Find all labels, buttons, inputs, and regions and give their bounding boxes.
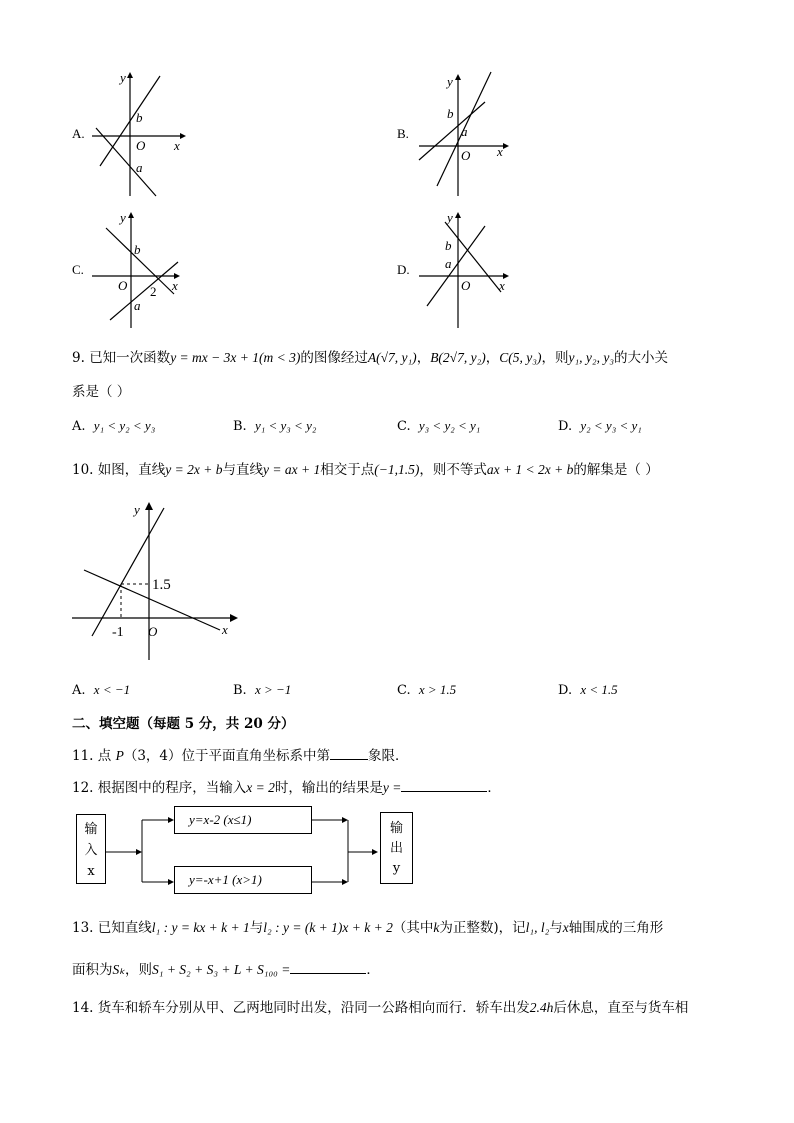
q9-point-c: C(5, y₃) xyxy=(499,350,542,365)
q10-text: 与直线 xyxy=(222,462,263,478)
q13-stem-line2 xyxy=(72,958,380,978)
flow-output-char: y xyxy=(392,861,401,876)
q11-text: 点 xyxy=(97,748,116,764)
q12-stem xyxy=(72,776,501,796)
choice-expr: y₂ < y₃ < y₁ xyxy=(580,418,642,433)
q9-point-a: A(√7, y₁) xyxy=(367,350,417,365)
choice-letter: B. xyxy=(233,419,247,434)
flow-bottom-box: y=-x+1 (x>1) xyxy=(174,866,312,894)
section-heading: 二、填空题（每题 5 分，共 20 分） xyxy=(72,716,295,732)
q12-text: 时，输出的结果是 xyxy=(274,780,383,796)
q12-output-label: y = xyxy=(382,780,402,795)
choice-expr: y₁ < y₃ < y₂ xyxy=(254,418,317,433)
origin-label: O xyxy=(118,278,128,293)
choice-letter: B. xyxy=(233,683,247,698)
option-d-letter: D. xyxy=(397,262,410,277)
axis-x-label: x xyxy=(497,144,503,159)
q9-stem-line2: 系是（ ） xyxy=(72,384,131,400)
q12-text: ． xyxy=(487,780,501,796)
q9-number: 9. xyxy=(72,350,85,366)
b-label: b xyxy=(447,106,454,121)
origin-label: O xyxy=(148,624,158,639)
q9-vars: y₁, y₂, y₃ xyxy=(568,350,615,365)
axis-y-label: y xyxy=(120,210,126,225)
q13-line-1: l₁ : y = kx + k + 1 xyxy=(151,920,250,935)
axis-y-label: y xyxy=(447,210,453,225)
q14-text: 货车和轿车分别从甲、乙两地同时出发，沿同一公路相向而行．轿车出发 xyxy=(97,1000,530,1016)
q12-text: 根据图中的程序，当输入 xyxy=(97,780,247,796)
q10-choice-b[interactable] xyxy=(233,682,291,698)
choice-expr: y₃ < y₂ < y₁ xyxy=(418,418,481,433)
axis-x-label: x xyxy=(172,278,178,293)
flow-input-char: 输 xyxy=(84,822,98,837)
flow-input-box xyxy=(76,814,106,884)
q10-text: ，则不等式 xyxy=(419,462,487,478)
q14-text: 后休息，直至与货车相 xyxy=(553,1000,689,1016)
value-neg1-label: -1 xyxy=(112,625,124,640)
choice-expr: x < 1.5 xyxy=(580,682,618,697)
flow-output-box xyxy=(380,812,413,884)
q13-number: 13. xyxy=(72,920,94,936)
q10-text: 的解集是（ ） xyxy=(573,462,659,478)
q10-figure xyxy=(72,498,242,668)
q12-number: 12. xyxy=(72,780,94,796)
option-c-letter: C. xyxy=(72,262,84,277)
choice-letter: A. xyxy=(72,419,86,434)
q9-point-b: B(2√7, y₂) xyxy=(430,350,486,365)
q9-text: 的图像经过 xyxy=(300,350,368,366)
axis-x-label: x xyxy=(499,278,505,293)
a-label: a xyxy=(134,298,141,313)
option-d-graph xyxy=(415,206,525,331)
axis-y-label: y xyxy=(134,502,140,517)
flow-input-char: 入 xyxy=(84,843,98,858)
choice-letter: D. xyxy=(558,419,573,434)
q11-stem xyxy=(72,744,409,764)
b-label: b xyxy=(445,238,452,253)
a-label: a xyxy=(136,160,143,175)
q9-text: 的大小关 xyxy=(614,350,669,366)
q10-text: 相交于点 xyxy=(320,462,375,478)
choice-letter: C. xyxy=(397,419,411,434)
q11-number: 11. xyxy=(72,748,94,764)
choice-letter: D. xyxy=(558,683,573,698)
q10-text: 如图，直线 xyxy=(97,462,166,478)
q13-text: 为正整数)，记 xyxy=(439,920,526,936)
a-label: a xyxy=(461,124,468,139)
q10-line-1: y = 2x + b xyxy=(165,462,223,477)
q9-text: 已知一次函数 xyxy=(89,350,171,366)
axis-x-label: x xyxy=(174,138,180,153)
axis-y-label: y xyxy=(120,70,126,85)
q11-point: P xyxy=(115,748,124,763)
flow-output-char: 出 xyxy=(389,841,403,856)
option-c-graph xyxy=(88,208,198,333)
origin-label: O xyxy=(461,278,471,293)
option-a-letter: A. xyxy=(72,126,85,141)
choice-expr: x > −1 xyxy=(254,682,292,697)
q9-text: ，则 xyxy=(541,350,569,366)
option-a-graph xyxy=(88,68,198,203)
b-label: b xyxy=(134,242,141,257)
choice-letter: A. xyxy=(72,683,86,698)
q13-text: （其中 xyxy=(392,920,434,936)
q13-text: 与 xyxy=(249,920,264,936)
q13-answer-blank[interactable] xyxy=(290,972,366,974)
q12-answer-blank[interactable] xyxy=(401,790,487,792)
q11-answer-blank[interactable] xyxy=(330,758,368,760)
b-label: b xyxy=(136,110,143,125)
q13-text: ，则 xyxy=(125,962,152,978)
two-label: 2 xyxy=(150,284,157,299)
q13-sk: Sₖ xyxy=(112,962,125,977)
q14-number: 14. xyxy=(72,1000,94,1016)
q13-text: ． xyxy=(366,962,380,978)
q10-inequality: ax + 1 < 2x + b xyxy=(486,462,574,477)
q9-choice-b[interactable] xyxy=(233,418,316,434)
a-label: a xyxy=(445,256,452,271)
q14-stem xyxy=(72,996,688,1016)
option-b-graph xyxy=(415,68,525,203)
q13-text: 面积为 xyxy=(72,962,113,978)
origin-label: O xyxy=(461,148,471,163)
origin-label: O xyxy=(136,138,146,153)
q13-text: 已知直线 xyxy=(97,920,152,936)
q12-input-value: x = 2 xyxy=(246,780,275,795)
axis-y-label: y xyxy=(447,74,453,89)
axis-x-label: x xyxy=(222,622,228,637)
choice-letter: C. xyxy=(397,683,411,698)
q10-choice-d[interactable] xyxy=(558,682,618,698)
q13-text: 与 xyxy=(549,920,563,936)
q9-choice-c[interactable] xyxy=(397,418,480,434)
q10-point: (−1,1.5) xyxy=(374,462,420,477)
flow-output-char: 输 xyxy=(389,821,403,836)
q13-text: 轴围成的三角形 xyxy=(568,920,664,936)
flow-top-box: y=x-2 (x≤1) xyxy=(174,806,312,834)
flow-input-char: x xyxy=(87,864,95,879)
choice-expr: x < −1 xyxy=(93,682,131,697)
q13-stem xyxy=(72,916,663,936)
q11-text: 象限． xyxy=(368,748,409,764)
q9-choice-d[interactable] xyxy=(558,418,642,434)
q10-choice-c[interactable] xyxy=(397,682,456,698)
q9-choice-a[interactable] xyxy=(72,418,155,434)
choice-expr: y₁ < y₂ < y₃ xyxy=(93,418,156,433)
q13-sum: S₁ + S₂ + S₃ + L + S₁₀₀ = xyxy=(152,962,291,977)
q13-k: k xyxy=(433,920,440,935)
q10-number: 10. xyxy=(72,462,94,478)
q13-line-2: l₂ : y = (k + 1)x + k + 2 xyxy=(263,920,393,935)
option-b-letter: B. xyxy=(397,126,409,141)
q13-x: x xyxy=(562,920,569,935)
q10-choice-a[interactable] xyxy=(72,682,130,698)
q10-stem xyxy=(72,458,659,478)
value-1.5-label: 1.5 xyxy=(152,577,171,593)
choice-expr: x > 1.5 xyxy=(418,682,457,697)
q10-line-2: y = ax + 1 xyxy=(263,462,321,477)
q13-lines: l₁, l₂ xyxy=(525,920,550,935)
q9-stem: 9. 已知一次函数y = mx − 3x + 1(m < 3)的图像经过A(√7, y₁)，B(2√7, y₂)，C(5, y₃)，则y₁, y₂, y₃的大小关 xyxy=(72,350,669,366)
q14-time: 2.4h xyxy=(529,1000,554,1015)
q11-text: （3，4）位于平面直角坐标系中第 xyxy=(123,748,331,764)
q9-function: y = mx − 3x + 1(m < 3) xyxy=(170,350,301,365)
